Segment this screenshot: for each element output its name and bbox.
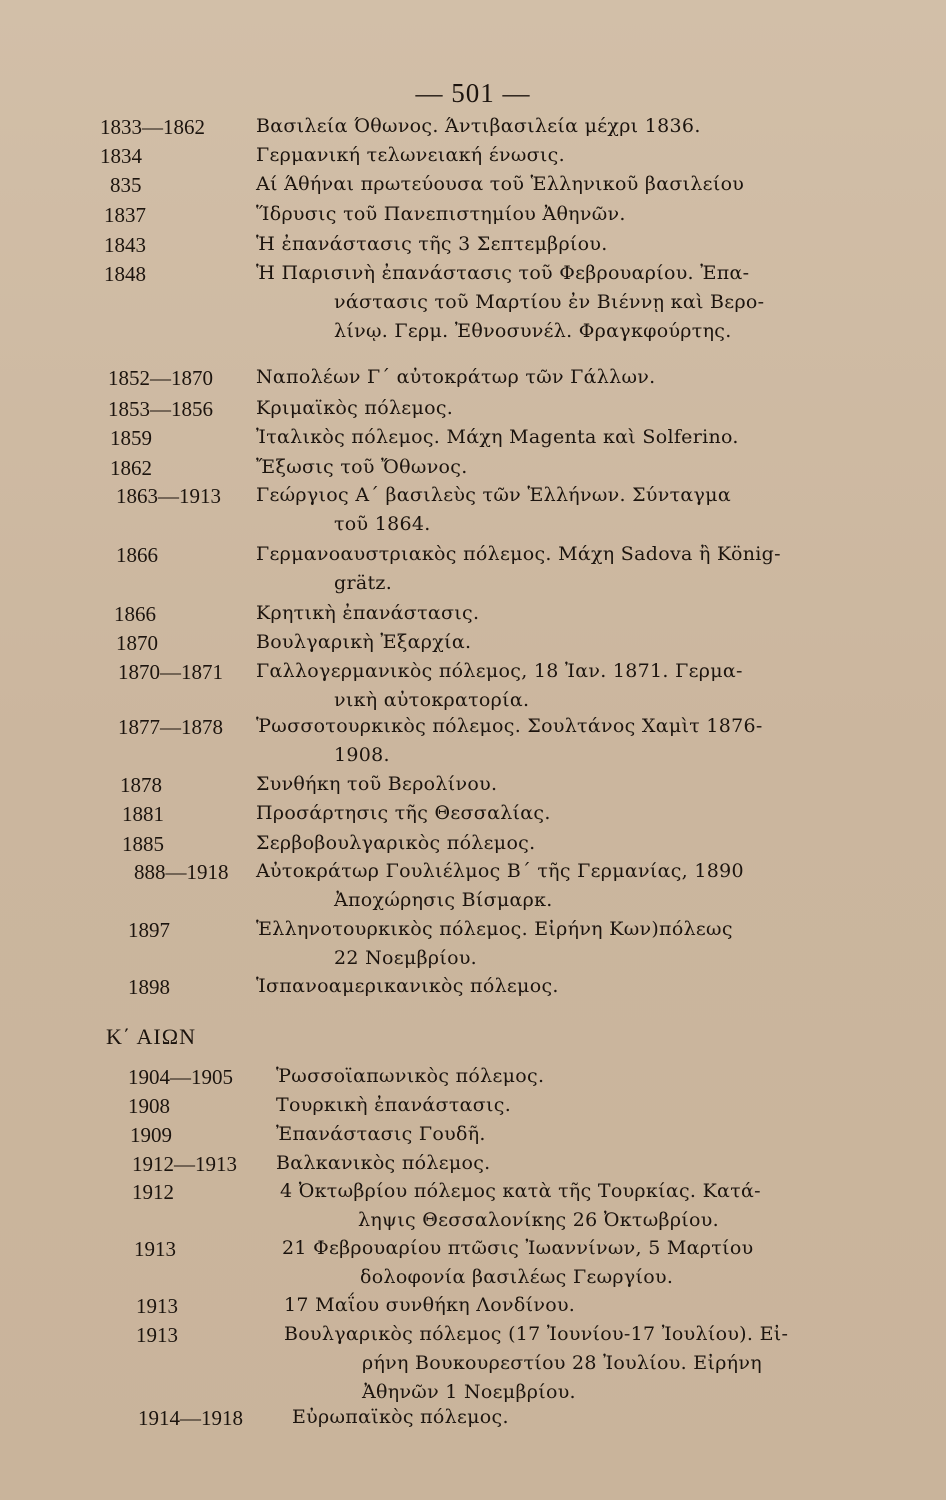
entry-date: 1885 [122,832,164,856]
entry-date: 1853—1856 [108,397,213,421]
entry-line: νικὴ αὐτοκρατορία. [334,689,530,711]
entry-date: 1877—1878 [118,715,223,739]
entry-text [256,363,906,392]
entry-text [256,628,906,657]
entry-line: Προσάρτησις τῆς Θεσσαλίας. [256,802,551,824]
entry-date: 1913 [136,1294,178,1318]
entry-line: Ἀθηνῶν 1 Νοεμβρίου. [362,1381,576,1403]
entry-date: 1878 [120,773,162,797]
entry-line: grätz. [334,572,393,594]
entry-line: Ῥωσσοτουρκικὸς πόλεμος. Σουλτάνος Χαμὶτ 1876- [256,715,763,737]
entry-text [276,1062,926,1091]
entry-line: Βασιλεία Όθωνος. Άντιβασιλεία μέχρι 1836. [256,115,701,137]
entry-line: νάστασις τοῦ Μαρτίου ἐν Βιέννῃ καὶ Βερο- [334,291,765,313]
entry-text [256,657,906,715]
entry-date: 1834 [100,144,142,168]
entry-text [292,1403,942,1432]
entry-line: Ἔξωσις τοῦ Ὄθωνος. [256,456,468,478]
entry-line: Ναπολέων Γ΄ αὐτοκράτωρ τῶν Γάλλων. [256,366,656,388]
entry-line: Γαλλογερμανικὸς πόλεμος, 18 Ἰαν. 1871. Γερμα- [256,660,743,682]
entry-date: 1866 [114,602,156,626]
entry-line: Ἑλληνοτουρκικὸς πόλεμος. Εἰρήνη Κων)πόλεως [256,918,733,940]
entry-text [282,1234,932,1292]
entry-date: 1870 [116,631,158,655]
entry-line: Ἐπανάστασις Γουδῆ. [276,1123,486,1145]
entry-line: Κρητικὴ ἐπανάστασις. [256,602,480,624]
entry-text [256,799,906,828]
entry-line: Βουλγαρικὸς πόλεμος (17 Ἰουνίου-17 Ἰουλίου). Εἰ- [284,1323,789,1345]
entry-text [256,829,906,858]
entry-line: Τουρκικὴ ἐπανάστασις. [276,1094,512,1116]
entry-line: Ἱσπανοαμερικανικὸς πόλεμος. [256,975,559,997]
entry-date: 888—1918 [134,860,229,884]
entry-date: 1897 [128,918,170,942]
entry-date: 1859 [110,426,152,450]
entry-text [276,1091,926,1120]
entry-date: 1852—1870 [108,366,213,390]
entry-line: 1908. [334,744,390,766]
entry-date: 1909 [130,1123,172,1147]
entry-text [280,1177,930,1235]
entry-date: 1833—1862 [100,115,205,139]
entry-line: Σερβοβουλγαρικὸς πόλεμος. [256,832,536,854]
entry-line: Κριμαϊκὸς πόλεμος. [256,397,454,419]
entry-text [256,712,906,770]
entry-line: Αὐτοκράτωρ Γουλιέλμος Β΄ τῆς Γερμανίας, 1890 [256,860,744,882]
entry-line: Ἰταλικὸς πόλεμος. Μάχη Magenta καὶ Solferino. [256,426,739,448]
entry-text [256,481,906,539]
entry-line: Ἡ ἐπανάστασις τῆς 3 Σεπτεμβρίου. [256,233,608,255]
entry-text [256,972,906,1001]
entry-date: 1843 [104,233,146,257]
entry-date: 1848 [104,262,146,286]
entry-date: 1912 [132,1180,174,1204]
entry-date: 1881 [122,802,164,826]
entry-line: Γερμανική τελωνειακή ένωσις. [256,144,565,166]
entry-text [256,141,906,170]
entry-line: 22 Νοεμβρίου. [334,947,478,969]
entry-line: ληψις Θεσσαλονίκης 26 Ὀκτωβρίου. [358,1209,719,1231]
entry-line: 17 Μαΐου συνθήκη Λονδίνου. [284,1294,576,1316]
entry-text [256,770,906,799]
entry-text [284,1320,934,1407]
entry-date: 1912—1913 [132,1152,237,1176]
entry-text [256,259,906,346]
entry-date: 1898 [128,975,170,999]
entry-text [256,230,906,259]
entry-line: δολοφονία βασιλέως Γεωργίου. [360,1266,674,1288]
entry-line: Ἵδρυσις τοῦ Πανεπιστημίου Ἀθηνῶν. [256,203,626,225]
entry-line: Γερμανοαυστριακὸς πόλεμος. Μάχη Sadova ἢ König- [256,543,781,565]
entry-line: Συνθήκη τοῦ Βερολίνου. [256,773,498,795]
entry-text [284,1291,934,1320]
entry-line: λίνῳ. Γερμ. Ἐθνοσυνέλ. Φραγκφούρτης. [334,320,732,342]
entry-line: 21 Φεβρουαρίου πτῶσις Ἰωαννίνων, 5 Μαρτίου [282,1237,754,1259]
entry-text [256,423,906,452]
entry-line: Αί Άθήναι πρωτεύουσα τοῦ Ἑλληνικοῦ βασιλείου [256,173,745,195]
entry-date: 1870—1871 [118,660,223,684]
entry-text [256,112,906,141]
entry-date: 1908 [128,1094,170,1118]
entry-line: Ῥωσσοϊαπωνικὸς πόλεμος. [276,1065,545,1087]
entry-date: 1914—1918 [138,1406,243,1430]
entry-line: Γεώργιος Α΄ βασιλεὺς τῶν Ἑλλήνων. Σύνταγμα [256,484,731,506]
entry-line: ρήνη Βουκουρεστίου 28 Ἰουλίου. Εἰρήνη [362,1352,762,1374]
entry-line: Βαλκανικὸς πόλεμος. [276,1152,491,1174]
entry-date: 1904—1905 [128,1065,233,1089]
entry-text [256,857,906,915]
page-number: — 501 — [415,78,531,108]
entry-date: 1913 [134,1237,176,1261]
entry-text [256,599,906,628]
entry-date: 1862 [110,456,152,480]
entry-date: 1863—1913 [116,484,221,508]
entry-text [256,200,906,229]
entry-line: 4 Ὀκτωβρίου πόλεμος κατὰ τῆς Τουρκίας. Κατά- [280,1180,761,1202]
entry-date: 835 [110,173,142,197]
entry-text [256,915,906,973]
entry-date: 1837 [104,203,146,227]
entry-text [276,1120,926,1149]
entry-text [256,453,906,482]
entry-text [256,394,906,423]
entry-text [276,1149,926,1178]
entry-date: 1913 [136,1323,178,1347]
entry-line: τοῦ 1864. [334,513,431,535]
entry-line: Βουλγαρικὴ Ἐξαρχία. [256,631,472,653]
entry-text [256,170,906,199]
entry-line: Ἡ Παρισινὴ ἐπανάστασις τοῦ Φεβρουαρίου. Ἐπα- [256,262,750,284]
entry-date: 1866 [116,543,158,567]
entry-text [256,540,906,598]
entry-line: Εὐρωπαϊκὸς πόλεμος. [292,1406,509,1428]
entry-line: Ἀποχώρησις Βίσμαρκ. [334,889,553,911]
century-heading: Κ΄ ΑΙΩΝ [106,1024,196,1049]
